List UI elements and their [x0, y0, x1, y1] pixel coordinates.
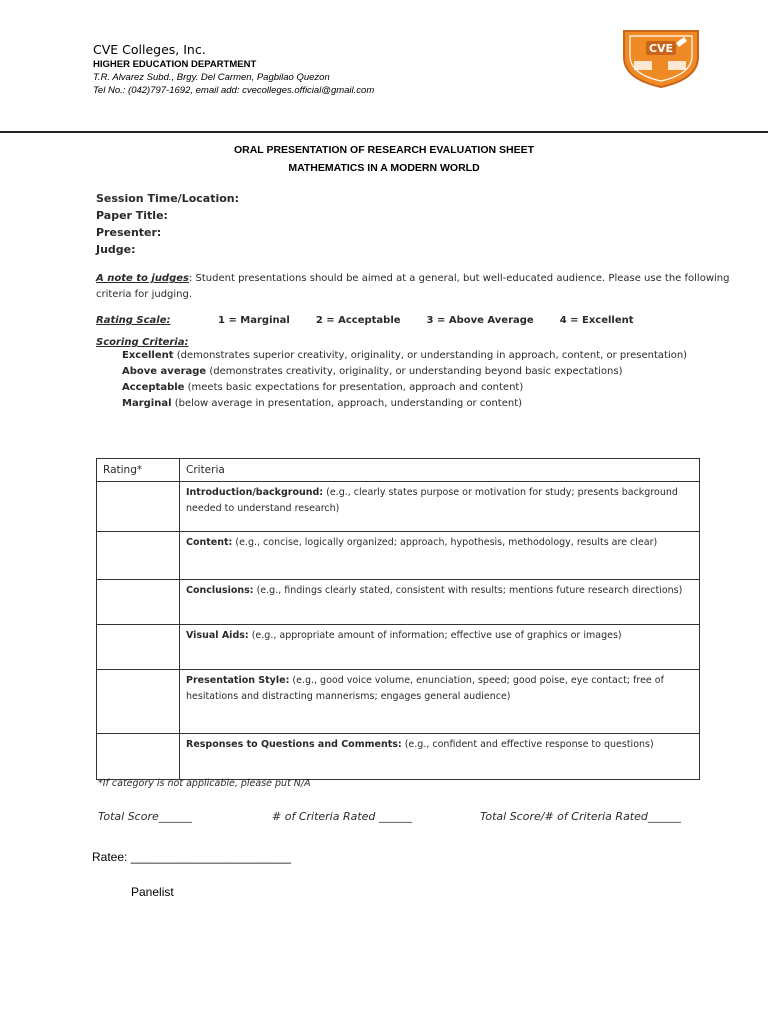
- rating-table: [96, 458, 700, 780]
- table-row: [97, 734, 700, 780]
- rating-cell[interactable]: [97, 734, 180, 780]
- criteria-rated-field[interactable]: # of Criteria Rated ______: [272, 810, 412, 823]
- scoring-criteria-label: Scoring Criteria:: [96, 337, 189, 348]
- judges-note: [96, 271, 736, 303]
- department: HIGHER EDUCATION DEPARTMENT: [93, 59, 257, 70]
- criterion-excellent: Excellent (demonstrates superior creativity, originality, or understanding in approach, content, or presentation): [122, 350, 688, 361]
- table-row: [97, 670, 700, 734]
- scoring-criteria-list: [96, 348, 736, 412]
- doc-subtitle: MATHEMATICS IN A MODERN WORLD: [288, 162, 480, 174]
- scale-item: 3 = Above Average: [426, 315, 534, 326]
- average-score-field[interactable]: Total Score/# of Criteria Rated______: [480, 810, 681, 823]
- field-presenter: Presenter:: [96, 226, 162, 239]
- criterion-acceptable: Acceptable (meets basic expectations for presentation, approach and content): [122, 382, 524, 393]
- criterion-above-average: Above average (demonstrates creativity, originality, or understanding beyond basic expectations): [122, 366, 623, 377]
- criteria-cell: Introduction/background: (e.g., clearly states purpose or motivation for study; presents background needed to understand research): [180, 482, 700, 532]
- table-header-row: [97, 459, 700, 482]
- rating-cell[interactable]: [97, 532, 180, 580]
- criteria-cell: Content: (e.g., concise, logically organized; approach, hypothesis, methodology, results are clear): [180, 532, 700, 580]
- address: T.R. Alvarez Subd., Brgy. Del Carmen, Pagbilao Quezon: [93, 72, 330, 83]
- total-score-field[interactable]: Total Score______: [98, 810, 192, 823]
- college-logo-icon: [620, 27, 702, 89]
- contact-info: Tel No.: (042)797-1692, email add: cvecolleges.official@gmail.com: [93, 85, 375, 96]
- letterhead: [93, 42, 613, 97]
- rating-cell[interactable]: [97, 580, 180, 625]
- header-criteria: Criteria: [180, 459, 700, 482]
- rating-cell[interactable]: [97, 625, 180, 670]
- doc-title: ORAL PRESENTATION OF RESEARCH EVALUATION SHEET: [233, 144, 535, 156]
- field-judge: Judge:: [96, 243, 136, 256]
- footnote: *If category is not applicable, please put N/A: [98, 778, 311, 789]
- rating-scale: [96, 315, 736, 326]
- rating-scale-label: Rating Scale:: [96, 315, 171, 326]
- rating-cell[interactable]: [97, 482, 180, 532]
- rating-cell[interactable]: [97, 670, 180, 734]
- scale-item: 2 = Acceptable: [315, 315, 401, 326]
- field-paper-title: Paper Title:: [96, 209, 168, 222]
- panelist-label: Panelist: [131, 885, 174, 899]
- scale-item: 1 = Marginal: [218, 315, 290, 326]
- table-row: [97, 482, 700, 532]
- field-session: Session Time/Location:: [96, 192, 240, 205]
- table-row: [97, 580, 700, 625]
- org-name: CVE Colleges, Inc.: [93, 42, 206, 57]
- table-row: [97, 532, 700, 580]
- note-label: A note to judges: [96, 273, 189, 284]
- header-divider: [0, 131, 768, 133]
- scale-item: 4 = Excellent: [559, 315, 634, 326]
- info-fields: [96, 190, 736, 258]
- criteria-cell: Conclusions: (e.g., findings clearly stated, consistent with results; mentions future research directions): [180, 580, 700, 625]
- evaluation-form: [96, 190, 736, 412]
- table-row: [97, 625, 700, 670]
- note-text: : Student presentations should be aimed at a general, but well-educated audience. Please use the following criteria for judging.: [96, 273, 730, 300]
- header-rating: Rating*: [97, 459, 180, 482]
- criterion-marginal: Marginal (below average in presentation, approach, understanding or content): [122, 398, 523, 409]
- logo-text: CVE: [648, 42, 674, 55]
- criteria-cell: Visual Aids: (e.g., appropriate amount of information; effective use of graphics or images): [180, 625, 700, 670]
- ratee-line[interactable]: Ratee: ________________________: [92, 850, 291, 864]
- criteria-cell: Presentation Style: (e.g., good voice volume, enunciation, speed; good poise, eye contact; free of hesitations and distracting mannerisms; engages general audience): [180, 670, 700, 734]
- criteria-cell: Responses to Questions and Comments: (e.g., confident and effective response to questions): [180, 734, 700, 780]
